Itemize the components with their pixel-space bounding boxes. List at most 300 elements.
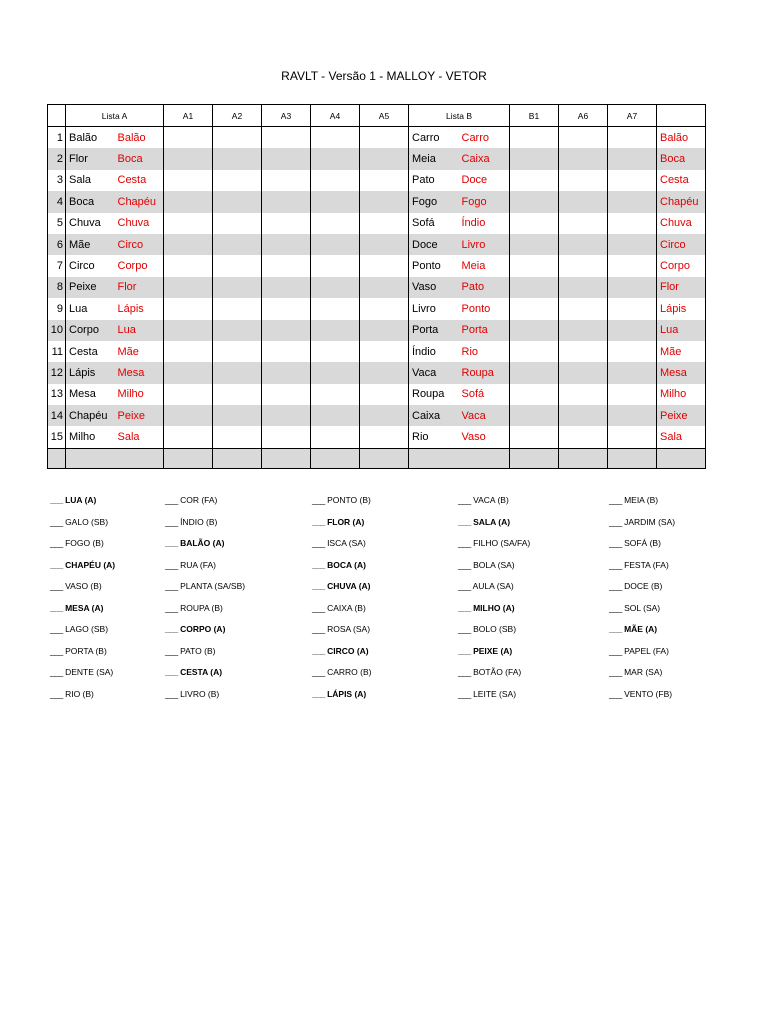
word-item[interactable] [312,555,371,577]
word-label: BOLA (SA) [473,559,515,570]
answer-blank[interactable]: ___ [609,516,622,527]
cell-a4[interactable] [311,170,360,191]
cell-a5[interactable] [360,127,409,149]
answer-blank[interactable]: ___ [50,516,63,527]
header-num [48,105,66,127]
word-item[interactable] [50,490,115,512]
cell-a2[interactable] [213,298,262,319]
answer-blank[interactable]: ___ [165,688,178,699]
cell-a5[interactable] [360,255,409,276]
empty-cell[interactable] [459,448,510,468]
cell-a6[interactable] [559,127,608,149]
table-row [48,213,706,234]
answer-blank[interactable]: ___ [458,645,471,656]
word-column [609,490,675,705]
cell-a1[interactable] [164,127,213,149]
cell-a7[interactable] [608,362,657,383]
cell-a3[interactable] [262,426,311,448]
cell-b1[interactable] [510,234,559,255]
cell-a6[interactable] [559,362,608,383]
word-label: ÍNDIO (B) [180,516,218,527]
word-item[interactable] [312,533,371,555]
word-item[interactable] [50,662,115,684]
word-item[interactable] [609,512,675,534]
table-row [48,277,706,298]
word-item[interactable] [458,641,530,663]
cell-a5[interactable] [360,277,409,298]
word-label: BOCA (A) [327,559,366,570]
answer-blank[interactable]: ___ [458,559,471,570]
cell-a2[interactable] [213,148,262,169]
cell-a1[interactable] [164,426,213,448]
cell-a5[interactable] [360,148,409,169]
cell-a1[interactable] [164,362,213,383]
cell-a2[interactable] [213,191,262,212]
answer-blank[interactable]: ___ [312,624,325,634]
answer-blank[interactable]: ___ [50,538,63,548]
cell-b1[interactable] [510,384,559,405]
cell-a3[interactable] [262,298,311,319]
word-item[interactable] [312,512,371,534]
word-item[interactable] [165,662,245,684]
answer-blank[interactable]: ___ [609,538,622,548]
cell-a6[interactable] [559,234,608,255]
cell-a3[interactable] [262,255,311,276]
answer-blank[interactable]: ___ [609,688,622,699]
cell-a2[interactable] [213,362,262,383]
word-label: MAR (SA) [624,667,663,677]
lista-a-word: Lua [66,298,115,319]
answer-blank[interactable]: ___ [609,495,622,505]
answer-blank[interactable]: ___ [609,645,622,656]
cell-a3[interactable] [262,234,311,255]
word-item[interactable] [312,662,371,684]
answer-blank[interactable]: ___ [458,667,471,677]
cell-a2[interactable] [213,320,262,341]
last-column-word: Corpo [657,255,706,276]
empty-cell[interactable] [66,448,115,468]
empty-cell[interactable] [164,448,213,468]
lista-a-word: Chuva [66,213,115,234]
cell-a3[interactable] [262,148,311,169]
table-row [48,426,706,448]
header-a6: A6 [559,105,608,127]
answer-blank[interactable]: ___ [50,624,63,634]
cell-a4[interactable] [311,148,360,169]
cell-a5[interactable] [360,234,409,255]
answer-blank[interactable]: ___ [312,516,325,527]
cell-a4[interactable] [311,213,360,234]
lista-a-response: Lua [115,320,164,341]
cell-b1[interactable] [510,362,559,383]
answer-blank[interactable]: ___ [312,581,325,591]
cell-a4[interactable] [311,255,360,276]
cell-b1[interactable] [510,170,559,191]
answer-blank[interactable]: ___ [312,538,325,548]
cell-a6[interactable] [559,170,608,191]
cell-a4[interactable] [311,426,360,448]
lista-a-response: Mesa [115,362,164,383]
answer-blank[interactable]: ___ [312,688,325,699]
answer-blank[interactable]: ___ [50,495,63,505]
word-item[interactable] [50,533,115,555]
cell-a5[interactable] [360,191,409,212]
word-item[interactable] [165,598,245,620]
word-item[interactable] [312,576,371,598]
cell-a7[interactable] [608,213,657,234]
word-item[interactable] [312,641,371,663]
empty-cell[interactable] [115,448,164,468]
cell-a4[interactable] [311,298,360,319]
lista-a-word: Chapéu [66,405,115,426]
cell-a4[interactable] [311,127,360,149]
answer-blank[interactable]: ___ [165,624,178,634]
word-column [458,490,530,705]
last-column-word: Mesa [657,362,706,383]
cell-a4[interactable] [311,405,360,426]
cell-a7[interactable] [608,384,657,405]
word-item[interactable] [50,641,115,663]
cell-a1[interactable] [164,234,213,255]
word-label: RIO (B) [65,688,94,699]
empty-cell[interactable] [360,448,409,468]
cell-a1[interactable] [164,405,213,426]
cell-a3[interactable] [262,384,311,405]
lista-b-word: Meia [409,148,459,169]
word-item[interactable] [165,490,245,512]
answer-blank[interactable]: ___ [50,667,63,677]
answer-blank[interactable]: ___ [458,688,471,699]
word-item[interactable] [458,662,530,684]
empty-cell[interactable] [608,448,657,468]
cell-a4[interactable] [311,362,360,383]
word-item[interactable] [609,555,675,577]
header-a4: A4 [311,105,360,127]
word-item[interactable] [609,576,675,598]
cell-a6[interactable] [559,384,608,405]
word-item[interactable] [312,684,371,706]
word-item[interactable] [165,641,245,663]
lista-a-word: Peixe [66,277,115,298]
word-item[interactable] [165,555,245,577]
cell-a7[interactable] [608,127,657,149]
cell-a4[interactable] [311,384,360,405]
word-item[interactable] [609,662,675,684]
cell-a5[interactable] [360,170,409,191]
answer-blank[interactable]: ___ [312,559,325,570]
empty-cell[interactable] [559,448,608,468]
cell-b1[interactable] [510,213,559,234]
answer-blank[interactable]: ___ [458,538,471,548]
word-label: JARDIM (SA) [624,516,676,527]
word-item[interactable] [458,576,530,598]
answer-blank[interactable]: ___ [458,624,471,634]
word-item[interactable] [165,619,245,641]
lista-a-response: Lápis [115,298,164,319]
cell-b1[interactable] [510,298,559,319]
cell-b1[interactable] [510,148,559,169]
answer-blank[interactable]: ___ [165,538,178,548]
lista-b-response: Vaca [459,405,510,426]
answer-blank[interactable]: ___ [458,495,471,505]
word-item[interactable] [609,490,675,512]
cell-a3[interactable] [262,405,311,426]
last-column-word: Cesta [657,170,706,191]
cell-a6[interactable] [559,213,608,234]
answer-blank[interactable]: ___ [609,581,622,591]
word-item[interactable] [165,512,245,534]
cell-a1[interactable] [164,148,213,169]
cell-b1[interactable] [510,191,559,212]
empty-cell[interactable] [213,448,262,468]
cell-a2[interactable] [213,127,262,149]
answer-blank[interactable]: ___ [458,581,471,591]
cell-a7[interactable] [608,148,657,169]
cell-a6[interactable] [559,148,608,169]
cell-a5[interactable] [360,213,409,234]
cell-b1[interactable] [510,127,559,149]
cell-b1[interactable] [510,255,559,276]
empty-cell[interactable] [409,448,459,468]
lista-b-response: Caixa [459,148,510,169]
word-item[interactable] [609,533,675,555]
cell-b1[interactable] [510,405,559,426]
cell-a5[interactable] [360,426,409,448]
cell-a3[interactable] [262,341,311,362]
answer-blank[interactable]: ___ [609,602,622,613]
cell-a5[interactable] [360,298,409,319]
cell-a1[interactable] [164,298,213,319]
empty-cell[interactable] [48,448,66,468]
cell-a6[interactable] [559,255,608,276]
answer-blank[interactable]: ___ [50,688,63,699]
cell-a2[interactable] [213,213,262,234]
cell-a5[interactable] [360,405,409,426]
word-item[interactable] [165,684,245,706]
answer-blank[interactable]: ___ [609,667,622,677]
cell-a1[interactable] [164,255,213,276]
last-column-word: Chapéu [657,191,706,212]
answer-blank[interactable]: ___ [165,645,178,656]
cell-a3[interactable] [262,277,311,298]
lista-b-response: Fogo [459,191,510,212]
lista-b-word: Vaca [409,362,459,383]
word-label: LUA (A) [65,495,97,505]
cell-a7[interactable] [608,320,657,341]
empty-cell[interactable] [657,448,706,468]
cell-a5[interactable] [360,362,409,383]
cell-a3[interactable] [262,170,311,191]
cell-a2[interactable] [213,255,262,276]
cell-a6[interactable] [559,298,608,319]
lista-a-word: Flor [66,148,115,169]
cell-a2[interactable] [213,341,262,362]
cell-a7[interactable] [608,277,657,298]
last-column-word: Chuva [657,213,706,234]
lista-a-response: Cesta [115,170,164,191]
word-item[interactable] [50,555,115,577]
cell-a3[interactable] [262,127,311,149]
cell-a7[interactable] [608,170,657,191]
word-label: ISCA (SA) [327,538,366,548]
cell-a1[interactable] [164,213,213,234]
answer-blank[interactable]: ___ [312,645,325,656]
answer-blank[interactable]: ___ [165,559,178,570]
cell-a1[interactable] [164,170,213,191]
ravlt-table [47,104,706,469]
word-item[interactable] [458,684,530,706]
cell-a4[interactable] [311,191,360,212]
lista-a-word: Balão [66,127,115,149]
word-item[interactable] [50,576,115,598]
word-item[interactable] [50,598,115,620]
answer-blank[interactable]: ___ [50,581,63,591]
lista-a-word: Corpo [66,320,115,341]
cell-a3[interactable] [262,320,311,341]
cell-b1[interactable] [510,426,559,448]
lista-b-response: Carro [459,127,510,149]
cell-a1[interactable] [164,341,213,362]
cell-a2[interactable] [213,426,262,448]
word-item[interactable] [458,619,530,641]
answer-blank[interactable]: ___ [165,516,178,527]
cell-a2[interactable] [213,405,262,426]
cell-a1[interactable] [164,191,213,212]
cell-a3[interactable] [262,213,311,234]
answer-blank[interactable]: ___ [50,645,63,656]
cell-a7[interactable] [608,405,657,426]
answer-blank[interactable]: ___ [165,602,178,613]
word-label: MÃE (A) [624,624,658,634]
lista-a-word: Circo [66,255,115,276]
word-label: BOTÃO (FA) [473,667,522,677]
answer-blank[interactable]: ___ [165,495,178,505]
word-item[interactable] [312,598,371,620]
cell-a1[interactable] [164,320,213,341]
answer-blank[interactable]: ___ [50,602,63,613]
cell-a7[interactable] [608,341,657,362]
cell-a4[interactable] [311,277,360,298]
answer-blank[interactable]: ___ [312,667,325,677]
answer-blank[interactable]: ___ [458,602,471,613]
table-row [48,341,706,362]
lista-a-response: Corpo [115,255,164,276]
row-number: 1 [48,127,66,149]
lista-a-response: Mãe [115,341,164,362]
cell-a4[interactable] [311,341,360,362]
lista-a-response: Chapéu [115,191,164,212]
cell-a7[interactable] [608,255,657,276]
lista-b-word: Rio [409,426,459,448]
cell-a6[interactable] [559,405,608,426]
cell-b1[interactable] [510,320,559,341]
cell-a7[interactable] [608,298,657,319]
last-column-word: Flor [657,277,706,298]
word-item[interactable] [312,490,371,512]
cell-a6[interactable] [559,341,608,362]
cell-a3[interactable] [262,191,311,212]
empty-cell[interactable] [311,448,360,468]
empty-cell[interactable] [262,448,311,468]
cell-a5[interactable] [360,341,409,362]
word-item[interactable] [609,619,675,641]
word-label: PATO (B) [180,645,216,656]
lista-b-word: Roupa [409,384,459,405]
cell-a3[interactable] [262,362,311,383]
word-item[interactable] [609,598,675,620]
cell-a4[interactable] [311,320,360,341]
cell-a2[interactable] [213,170,262,191]
word-item[interactable] [50,512,115,534]
cell-a1[interactable] [164,384,213,405]
word-item[interactable] [458,490,530,512]
cell-a7[interactable] [608,191,657,212]
word-label: VENTO (FB) [624,688,673,699]
cell-a7[interactable] [608,234,657,255]
answer-blank[interactable]: ___ [165,581,178,591]
lista-a-response: Sala [115,426,164,448]
answer-blank[interactable]: ___ [312,495,325,505]
cell-a6[interactable] [559,191,608,212]
cell-a5[interactable] [360,384,409,405]
word-item[interactable] [458,598,530,620]
answer-blank[interactable]: ___ [609,624,622,634]
word-item[interactable] [458,533,530,555]
cell-a6[interactable] [559,426,608,448]
answer-blank[interactable]: ___ [165,667,178,677]
answer-blank[interactable]: ___ [458,516,471,527]
row-number: 5 [48,213,66,234]
word-item[interactable] [50,684,115,706]
word-item[interactable] [50,619,115,641]
word-label: CHUVA (A) [327,581,371,591]
cell-a2[interactable] [213,384,262,405]
cell-b1[interactable] [510,341,559,362]
empty-cell[interactable] [510,448,559,468]
lista-b-word: Vaso [409,277,459,298]
word-item[interactable] [165,576,245,598]
cell-a1[interactable] [164,277,213,298]
cell-b1[interactable] [510,277,559,298]
cell-a2[interactable] [213,234,262,255]
answer-blank[interactable]: ___ [312,602,325,613]
word-item[interactable] [165,533,245,555]
word-item[interactable] [458,512,530,534]
answer-blank[interactable]: ___ [609,559,622,570]
lista-b-word: Índio [409,341,459,362]
lista-b-response: Índio [459,213,510,234]
cell-a6[interactable] [559,277,608,298]
word-label: FOGO (B) [65,538,104,548]
last-column-word: Lua [657,320,706,341]
word-label: SOFÁ (B) [624,538,661,548]
header-a2: A2 [213,105,262,127]
word-label: SOL (SA) [624,602,661,613]
lista-a-response: Milho [115,384,164,405]
word-item[interactable] [312,619,371,641]
word-item[interactable] [609,641,675,663]
answer-blank[interactable]: ___ [50,559,63,570]
cell-a4[interactable] [311,234,360,255]
cell-a2[interactable] [213,277,262,298]
cell-a6[interactable] [559,320,608,341]
word-label: CIRCO (A) [327,645,369,656]
word-item[interactable] [458,555,530,577]
word-item[interactable] [609,684,675,706]
cell-a5[interactable] [360,320,409,341]
lista-b-response: Vaso [459,426,510,448]
cell-a7[interactable] [608,426,657,448]
